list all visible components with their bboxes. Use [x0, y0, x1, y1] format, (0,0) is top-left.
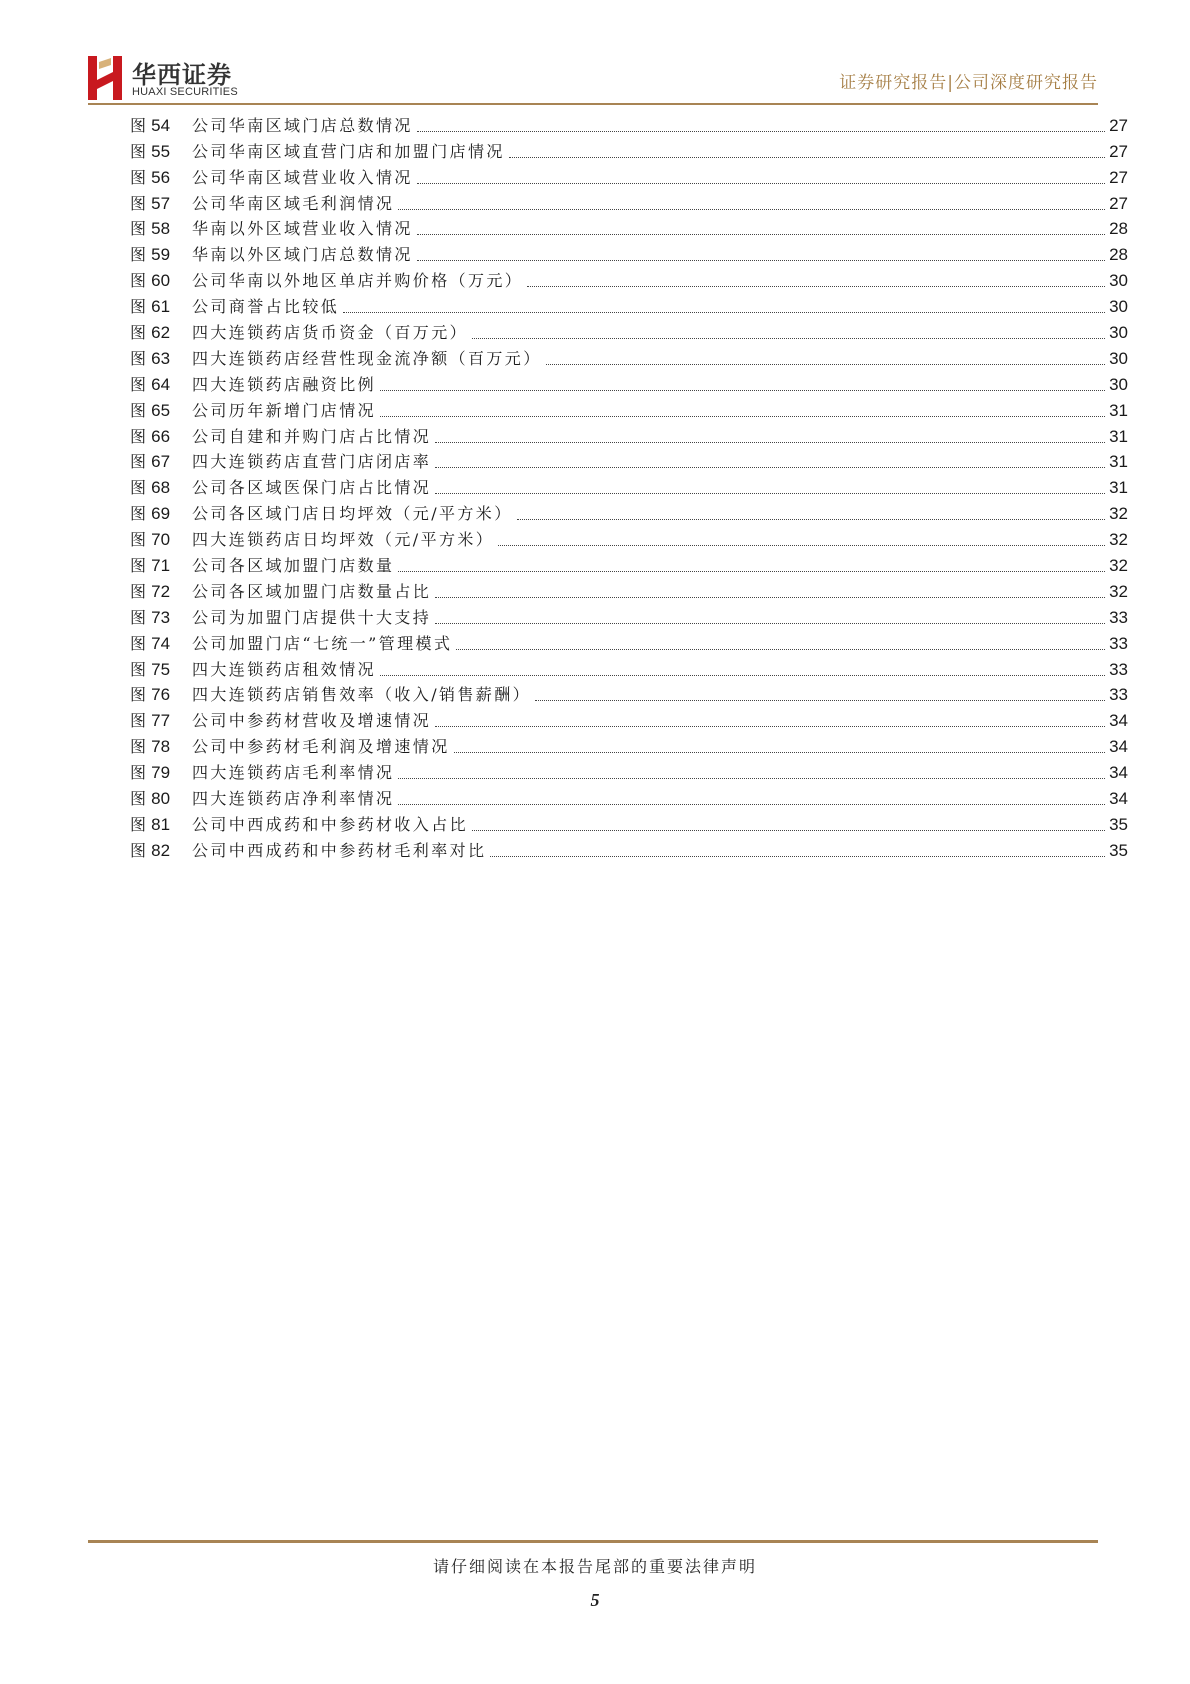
figure-title: 四大连锁药店货币资金（百万元） — [192, 323, 469, 343]
figure-label — [130, 841, 192, 861]
figure-label — [130, 504, 192, 524]
figure-page-number: 32 — [1109, 556, 1128, 576]
toc-entry[interactable] — [130, 291, 1128, 317]
figure-page-number: 33 — [1109, 607, 1128, 627]
dot-leader — [472, 829, 1105, 831]
figure-prefix: 图 — [130, 659, 147, 679]
figure-label — [130, 323, 192, 343]
toc-entry[interactable] — [130, 680, 1128, 706]
figure-page-number: 31 — [1109, 400, 1128, 420]
figure-title: 公司加盟门店“七统一”管理模式 — [192, 633, 453, 653]
report-type-label: 证券研究报告|公司深度研究报告 — [839, 73, 1098, 93]
figure-prefix: 图 — [130, 711, 147, 731]
figure-label — [130, 478, 192, 498]
figure-page-number: 35 — [1109, 814, 1128, 834]
figure-title: 公司中西成药和中参药材毛利率对比 — [192, 840, 487, 860]
figure-page-number: 31 — [1109, 478, 1128, 498]
figure-page-number: 27 — [1109, 167, 1128, 187]
figure-title: 公司中西成药和中参药材收入占比 — [192, 814, 469, 834]
figure-page-number: 32 — [1109, 581, 1128, 601]
figure-prefix: 图 — [130, 504, 147, 524]
huaxi-logo-icon — [86, 55, 124, 101]
figure-page-number: 27 — [1109, 141, 1128, 161]
figure-prefix: 图 — [130, 245, 147, 265]
figure-label — [130, 608, 192, 628]
figure-number: 69 — [151, 504, 171, 524]
toc-entry[interactable] — [130, 136, 1128, 162]
figure-number: 61 — [151, 297, 171, 317]
figure-prefix: 图 — [130, 763, 147, 783]
toc-entry[interactable] — [130, 783, 1128, 809]
figure-title: 公司历年新增门店情况 — [192, 400, 377, 420]
header-divider — [88, 103, 1098, 105]
dot-leader — [472, 337, 1105, 339]
toc-entry[interactable] — [130, 214, 1128, 240]
dot-leader — [398, 803, 1105, 805]
figure-page-number: 30 — [1109, 374, 1128, 394]
dot-leader — [517, 518, 1105, 520]
figure-title: 公司为加盟门店提供十大支持 — [192, 607, 432, 627]
figure-number: 73 — [151, 607, 171, 627]
figure-label — [130, 297, 192, 317]
figure-label — [130, 789, 192, 809]
toc-entry[interactable] — [130, 472, 1128, 498]
figure-number: 62 — [151, 323, 171, 343]
toc-entry[interactable] — [130, 110, 1128, 136]
figure-number: 81 — [151, 814, 171, 834]
figure-page-number: 33 — [1109, 659, 1128, 679]
toc-entry[interactable] — [130, 835, 1128, 861]
figure-title: 公司各区域加盟门店数量占比 — [192, 581, 432, 601]
dot-leader — [435, 492, 1105, 494]
toc-entry[interactable] — [130, 162, 1128, 188]
figure-title: 华南以外区域门店总数情况 — [192, 245, 413, 265]
dot-leader — [454, 751, 1105, 753]
figure-number: 74 — [151, 633, 171, 653]
figure-prefix: 图 — [130, 426, 147, 446]
dot-leader — [490, 855, 1105, 857]
figure-prefix: 图 — [130, 478, 147, 498]
figure-label — [130, 582, 192, 602]
figure-page-number: 34 — [1109, 737, 1128, 757]
figure-label — [130, 452, 192, 472]
figure-label — [130, 660, 192, 680]
figure-prefix: 图 — [130, 530, 147, 550]
toc-entry[interactable] — [130, 731, 1128, 757]
figure-page-number: 32 — [1109, 504, 1128, 524]
toc-entry[interactable] — [130, 239, 1128, 265]
figure-page-number: 35 — [1109, 840, 1128, 860]
figure-number: 54 — [151, 115, 171, 135]
figure-prefix: 图 — [130, 297, 147, 317]
toc-entry[interactable] — [130, 395, 1128, 421]
figure-number: 66 — [151, 426, 171, 446]
figure-prefix: 图 — [130, 452, 147, 472]
dot-leader — [527, 285, 1105, 287]
figure-number: 65 — [151, 400, 171, 420]
dot-leader — [417, 259, 1105, 261]
figure-prefix: 图 — [130, 556, 147, 576]
toc-entry[interactable] — [130, 524, 1128, 550]
figure-page-number: 28 — [1109, 245, 1128, 265]
figure-title: 华南以外区域营业收入情况 — [192, 219, 413, 239]
toc-entry[interactable] — [130, 602, 1128, 628]
figure-label — [130, 401, 192, 421]
figure-number: 59 — [151, 245, 171, 265]
figure-page-number: 31 — [1109, 426, 1128, 446]
logo-chinese-name: 华西证券 — [132, 60, 232, 89]
figure-title: 公司各区域医保门店占比情况 — [192, 478, 432, 498]
figure-label — [130, 245, 192, 265]
figure-label — [130, 427, 192, 447]
figure-title: 四大连锁药店日均坪效（元/平方米） — [192, 530, 495, 550]
figure-number: 78 — [151, 737, 171, 757]
figure-label — [130, 530, 192, 550]
company-logo — [86, 55, 256, 103]
figure-number: 68 — [151, 478, 171, 498]
figure-label — [130, 556, 192, 576]
figure-number: 82 — [151, 840, 171, 860]
figure-title: 公司各区域加盟门店数量 — [192, 556, 395, 576]
figure-number: 57 — [151, 193, 171, 213]
figure-prefix: 图 — [130, 323, 147, 343]
dot-leader — [435, 441, 1105, 443]
logo-english-name: HUAXI SECURITIES — [132, 86, 238, 98]
figure-number: 60 — [151, 271, 171, 291]
dot-leader — [417, 182, 1105, 184]
figure-number: 80 — [151, 789, 171, 809]
figure-number: 64 — [151, 374, 171, 394]
figure-prefix: 图 — [130, 400, 147, 420]
figure-label — [130, 375, 192, 395]
figure-number: 56 — [151, 167, 171, 187]
toc-entry[interactable] — [130, 265, 1128, 291]
toc-entry[interactable] — [130, 628, 1128, 654]
toc-entry[interactable] — [130, 654, 1128, 680]
figure-title: 公司华南区域营业收入情况 — [192, 167, 413, 187]
figure-title: 公司华南区域直营门店和加盟门店情况 — [192, 141, 505, 161]
figure-prefix: 图 — [130, 685, 147, 705]
figure-title: 四大连锁药店租效情况 — [192, 659, 377, 679]
figure-label — [130, 194, 192, 214]
figure-prefix: 图 — [130, 219, 147, 239]
figure-title: 四大连锁药店净利率情况 — [192, 789, 395, 809]
dot-leader — [435, 725, 1105, 727]
figure-number: 67 — [151, 452, 171, 472]
dot-leader — [509, 156, 1105, 158]
toc-entry[interactable] — [130, 809, 1128, 835]
figure-label — [130, 815, 192, 835]
dot-leader — [456, 648, 1105, 650]
toc-entry[interactable] — [130, 550, 1128, 576]
dot-leader — [435, 596, 1105, 598]
figure-number: 75 — [151, 659, 171, 679]
figure-prefix: 图 — [130, 840, 147, 860]
figure-title: 公司华南以外地区单店并购价格（万元） — [192, 271, 524, 291]
figure-label — [130, 634, 192, 654]
dot-leader — [435, 466, 1105, 468]
figure-label — [130, 142, 192, 162]
toc-entry[interactable] — [130, 343, 1128, 369]
figure-page-number: 34 — [1109, 789, 1128, 809]
figure-index-list — [130, 110, 1128, 861]
dot-leader — [398, 777, 1105, 779]
toc-entry[interactable] — [130, 188, 1128, 214]
figure-page-number: 34 — [1109, 711, 1128, 731]
figure-label — [130, 737, 192, 757]
dot-leader — [380, 389, 1105, 391]
figure-number: 71 — [151, 556, 171, 576]
figure-prefix: 图 — [130, 581, 147, 601]
dot-leader — [380, 415, 1105, 417]
figure-number: 77 — [151, 711, 171, 731]
figure-prefix: 图 — [130, 167, 147, 187]
figure-label — [130, 349, 192, 369]
figure-title: 公司自建和并购门店占比情况 — [192, 426, 432, 446]
figure-title: 四大连锁药店经营性现金流净额（百万元） — [192, 348, 542, 368]
figure-prefix: 图 — [130, 193, 147, 213]
dot-leader — [435, 622, 1105, 624]
dot-leader — [417, 130, 1105, 132]
figure-label — [130, 271, 192, 291]
figure-title: 四大连锁药店直营门店闭店率 — [192, 452, 432, 472]
dot-leader — [535, 699, 1105, 701]
figure-page-number: 30 — [1109, 323, 1128, 343]
figure-number: 79 — [151, 763, 171, 783]
figure-title: 四大连锁药店毛利率情况 — [192, 763, 395, 783]
toc-entry[interactable] — [130, 498, 1128, 524]
figure-page-number: 33 — [1109, 633, 1128, 653]
figure-prefix: 图 — [130, 607, 147, 627]
toc-entry[interactable] — [130, 576, 1128, 602]
figure-page-number: 28 — [1109, 219, 1128, 239]
figure-label — [130, 763, 192, 783]
toc-entry[interactable] — [130, 447, 1128, 473]
figure-page-number: 27 — [1109, 193, 1128, 213]
figure-title: 四大连锁药店销售效率（收入/销售薪酬） — [192, 685, 531, 705]
figure-title: 公司华南区域毛利润情况 — [192, 193, 395, 213]
figure-title: 公司中参药材毛利润及增速情况 — [192, 737, 450, 757]
figure-page-number: 30 — [1109, 348, 1128, 368]
figure-prefix: 图 — [130, 271, 147, 291]
figure-title: 公司各区域门店日均坪效（元/平方米） — [192, 504, 513, 524]
figure-prefix: 图 — [130, 789, 147, 809]
figure-number: 76 — [151, 685, 171, 705]
dot-leader — [343, 311, 1105, 313]
figure-page-number: 32 — [1109, 530, 1128, 550]
figure-label — [130, 219, 192, 239]
figure-prefix: 图 — [130, 141, 147, 161]
dot-leader — [398, 208, 1105, 210]
figure-title: 公司华南区域门店总数情况 — [192, 115, 413, 135]
figure-prefix: 图 — [130, 814, 147, 834]
figure-number: 72 — [151, 581, 171, 601]
toc-entry[interactable] — [130, 757, 1128, 783]
page-number: 5 — [590, 1590, 600, 1610]
figure-page-number: 34 — [1109, 763, 1128, 783]
dot-leader — [398, 570, 1105, 572]
figure-label — [130, 685, 192, 705]
figure-prefix: 图 — [130, 348, 147, 368]
figure-page-number: 33 — [1109, 685, 1128, 705]
figure-page-number: 27 — [1109, 115, 1128, 135]
figure-label — [130, 711, 192, 731]
figure-page-number: 30 — [1109, 297, 1128, 317]
figure-prefix: 图 — [130, 737, 147, 757]
dot-leader — [546, 363, 1105, 365]
figure-page-number: 30 — [1109, 271, 1128, 291]
figure-number: 63 — [151, 348, 171, 368]
figure-page-number: 31 — [1109, 452, 1128, 472]
figure-label — [130, 116, 192, 136]
figure-number: 70 — [151, 530, 171, 550]
figure-title: 公司商誉占比较低 — [192, 297, 340, 317]
figure-prefix: 图 — [130, 633, 147, 653]
dot-leader — [380, 674, 1105, 676]
figure-title: 四大连锁药店融资比例 — [192, 374, 377, 394]
toc-entry[interactable] — [130, 369, 1128, 395]
legal-disclaimer: 请仔细阅读在本报告尾部的重要法律声明 — [432, 1557, 757, 1576]
figure-prefix: 图 — [130, 115, 147, 135]
figure-title: 公司中参药材营收及增速情况 — [192, 711, 432, 731]
figure-number: 58 — [151, 219, 171, 239]
figure-label — [130, 168, 192, 188]
footer-divider — [88, 1540, 1098, 1543]
toc-entry[interactable] — [130, 317, 1128, 343]
toc-entry[interactable] — [130, 421, 1128, 447]
figure-number: 55 — [151, 141, 171, 161]
dot-leader — [417, 233, 1105, 235]
dot-leader — [498, 544, 1105, 546]
figure-prefix: 图 — [130, 374, 147, 394]
toc-entry[interactable] — [130, 705, 1128, 731]
